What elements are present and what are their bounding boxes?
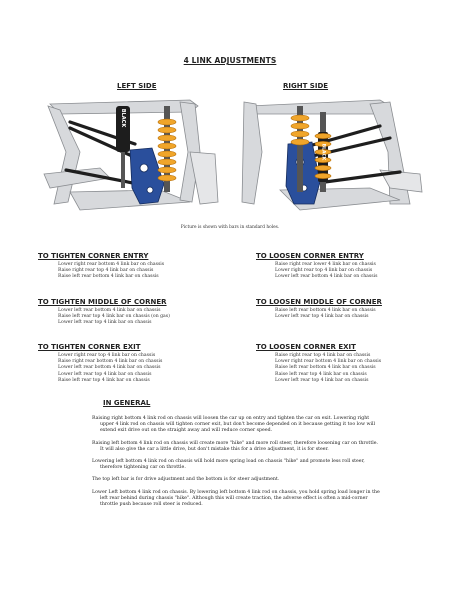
list-item: Lower right rear bottom 4 link bar on chassis [58,262,165,267]
page-title: 4 LINK ADJUSTMENTS [183,56,277,65]
loosen-entry-list [275,262,377,281]
list-item: Raise right rear lower 4 link bar on chassis [275,262,376,267]
list-item: Lower left rear top 4 link bar on chassis [275,314,369,320]
right-chassis-frame [242,100,422,210]
list-item: Lower right rear top 4 link bar on chassis [275,268,373,274]
list-item: Lower left rear top 4 link bar on chassis [58,320,152,326]
right-side-label: RIGHT SIDE [283,82,329,90]
list-item: Lower left rear bottom 4 link bar on chassis [58,308,161,313]
right-suspension-diagram [240,92,425,222]
list-item: Raise left rear top 4 link bar on chassis (on gas) [58,314,170,320]
general-body [92,416,382,514]
loosen-exit-title: TO LOOSEN CORNER EXIT [256,343,356,351]
diagram-caption: Picture is shown with bars in standard holes. [180,225,280,230]
general-paragraph: Lower Left bottom 4 link rod on chassis. By lowering left bottom 4 link rod on chassis, you hold spring load longer in the left rear behind during chassis "hike". Although this will create traction, the adverse effect is often a mid-corner throttle push because roll steer is reduced. [92,489,380,508]
list-item: Raise left rear bottom 4 link bar on chassis [275,365,376,371]
list-item: Lower left rear bottom 4 link bar on chassis [275,274,378,280]
tighten-middle-title: TO TIGHTEN MIDDLE OF CORNER [38,298,167,306]
loosen-middle-list [275,308,376,320]
loosen-entry-title: TO LOOSEN CORNER ENTRY [256,252,364,260]
general-paragraph: Raising left bottom 4 link rod on chassis will create more "hike" and more roll steer, therefore loosening car on throttle. It will also give the car a little drive, but don't mistake this for a drive adjustment, it is for steer. [92,440,378,452]
list-item: Lower left rear bottom 4 link bar on chassis [58,365,161,371]
loosen-exit-list [275,353,381,384]
list-item: Lower right rear top 4 link bar on chassis [58,353,156,358]
tighten-exit-list [58,353,162,384]
left-shock-label: BLACK [120,108,126,128]
general-paragraph: Raising right bottom 4 link rod on chassis will loosen the car up on entry and tighten the car on exit. Lowering right upper 4 link rod on chassis will tighten corner exit, but don't become depended on it because getting it too low will extend exit drive out on the straight away and will reduce corner speed. [92,416,375,434]
list-item: Raise left rear top 4 link bar on chassis [58,377,150,383]
tighten-exit-title: TO TIGHTEN CORNER EXIT [38,343,141,351]
left-spring [158,106,176,192]
left-suspension-diagram [40,92,220,222]
general-paragraph: Lowering left bottom 4 link rod on chassis will hold more spring load on chassis "hike" and promote less roll steer, therefore tightening car on throttle. [92,459,365,471]
list-item: Raise right rear top 4 link bar on chassis [275,353,371,358]
tighten-middle-list [58,308,170,327]
right-shock-label: BLACK [320,143,326,161]
list-item: Raise left rear bottom 4 link bar on chassis [58,274,159,280]
list-item: Lower left rear top 4 link bar on chassis [58,371,152,377]
tighten-entry-list [58,262,164,281]
general-title: IN GENERAL [103,399,151,407]
list-item: Raise right rear bottom 4 link bar on chassis [58,359,163,365]
list-item: Lower right rear bottom 4 link bar on chassis [275,359,382,365]
general-paragraph: The top left bar is for drive adjustment and the bottom is for steer adjustment. [92,477,280,483]
list-item: Lower left rear top 4 link bar on chassis [275,377,369,383]
list-item: Raise left rear top 4 link bar on chassis [275,371,367,377]
list-item: Raise right rear top 4 link bar on chassis [58,268,154,274]
left-side-label: LEFT SIDE [117,82,157,90]
tighten-entry-title: TO TIGHTEN CORNER ENTRY [38,252,149,260]
loosen-middle-title: TO LOOSEN MIDDLE OF CORNER [256,298,382,306]
list-item: Raise left rear bottom 4 link bar on chassis [275,308,376,313]
left-shock [116,106,130,188]
